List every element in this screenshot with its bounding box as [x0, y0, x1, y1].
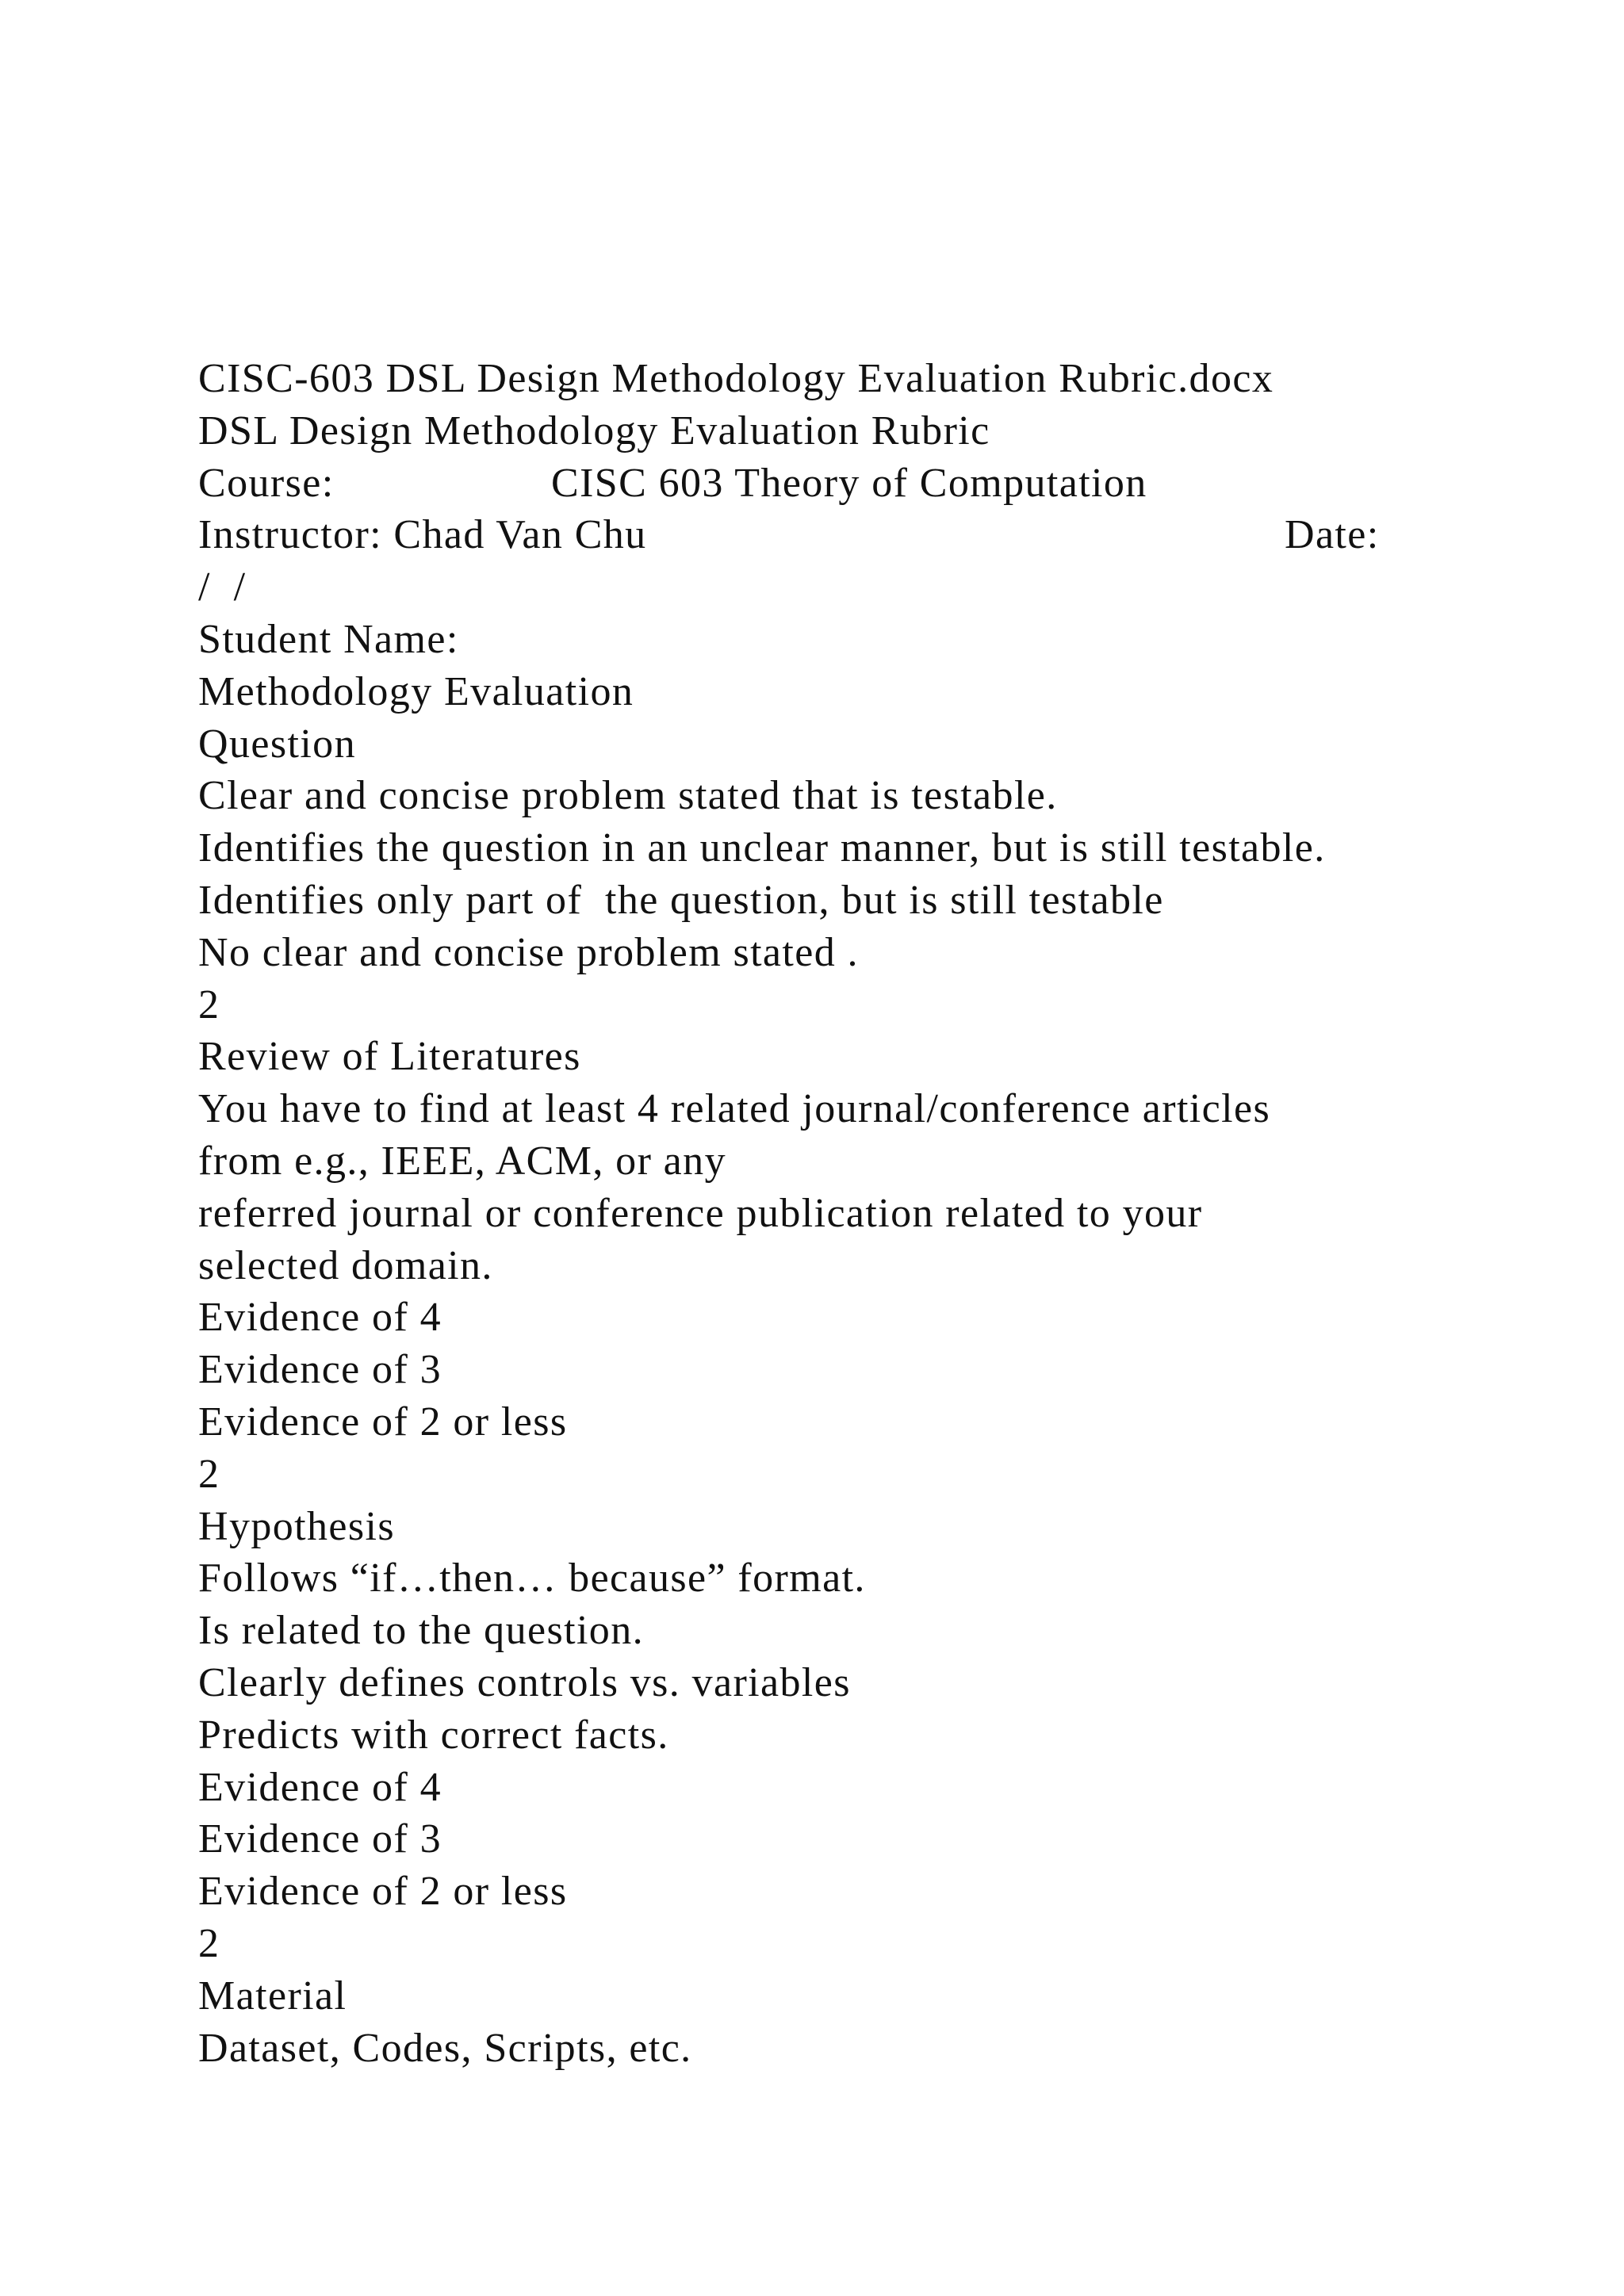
rubric-title: DSL Design Methodology Evaluation Rubric: [198, 408, 990, 453]
document-filename-title: CISC-603 DSL Design Methodology Evaluation Rubric.docx: [198, 356, 1274, 401]
section-heading: Methodology Evaluation: [198, 668, 634, 714]
course-row: [198, 457, 1507, 510]
hypothesis-title: Hypothesis: [198, 1503, 395, 1549]
hypothesis-level: Evidence of 2 or less: [198, 1869, 568, 1915]
hypothesis-level: Evidence of 4: [198, 1764, 442, 1810]
hypothesis-level: Evidence of 3: [198, 1816, 442, 1862]
literature-description: referred journal or conference publication related to your: [198, 1190, 1203, 1236]
hypothesis-criterion: Follows “if…then… because” format.: [198, 1556, 866, 1601]
course-label: Course:: [198, 460, 335, 506]
hypothesis-criterion: Predicts with correct facts.: [198, 1712, 669, 1758]
question-points: 2: [198, 982, 220, 1027]
document-body: [198, 353, 1507, 2074]
question-criterion: No clear and concise problem stated .: [198, 929, 859, 975]
literature-level: Evidence of 4: [198, 1295, 442, 1341]
literature-title: Review of Literatures: [198, 1034, 581, 1080]
student-name-label: Student Name:: [198, 616, 459, 662]
date-label: Date:: [1285, 512, 1380, 558]
course-value: CISC 603 Theory of Computation: [551, 460, 1147, 506]
literature-level: Evidence of 3: [198, 1347, 442, 1393]
instructor-row: [198, 509, 1507, 561]
question-title: Question: [198, 721, 356, 767]
question-criterion: Identifies the question in an unclear manner, but is still testable.: [198, 825, 1326, 871]
hypothesis-criterion: Clearly defines controls vs. variables: [198, 1659, 851, 1705]
question-criterion: Clear and concise problem stated that is testable.: [198, 773, 1058, 819]
literature-description: You have to find at least 4 related journal/conference articles: [198, 1086, 1271, 1132]
literature-level: Evidence of 2 or less: [198, 1399, 568, 1445]
date-blank: / /: [198, 564, 247, 610]
literature-points: 2: [198, 1451, 220, 1497]
material-description: Dataset, Codes, Scripts, etc.: [198, 2025, 692, 2071]
hypothesis-criterion: Is related to the question.: [198, 1608, 644, 1654]
literature-description: selected domain.: [198, 1242, 493, 1288]
literature-description: from e.g., IEEE, ACM, or any: [198, 1138, 726, 1184]
hypothesis-points: 2: [198, 1920, 220, 1966]
material-title: Material: [198, 1973, 347, 2019]
question-criterion: Identifies only part of the question, but is still testable: [198, 877, 1164, 923]
instructor-name: Instructor: Chad Van Chu: [198, 512, 647, 558]
